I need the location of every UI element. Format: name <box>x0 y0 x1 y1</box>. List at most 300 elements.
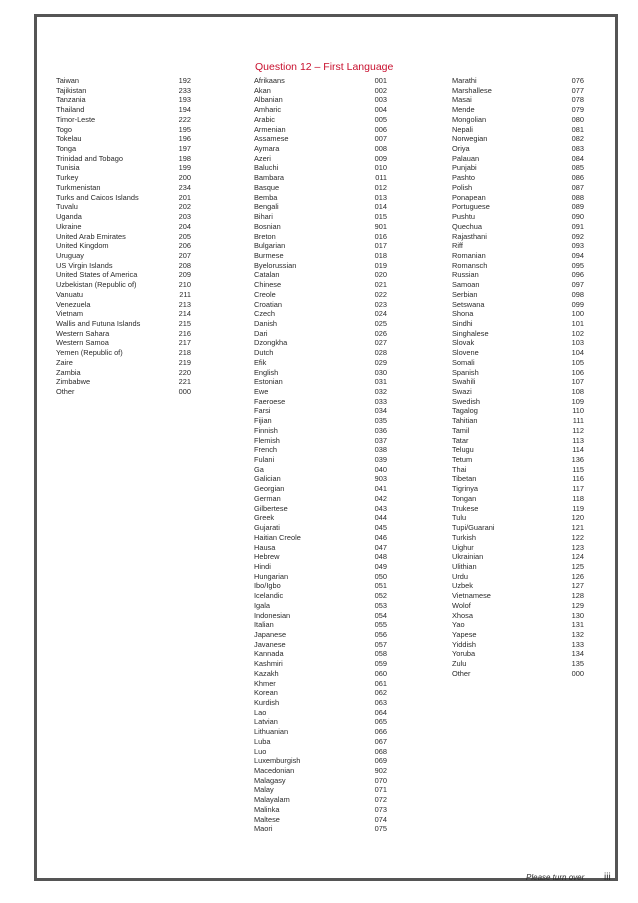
list-item <box>56 387 191 397</box>
entry-name: Khmer <box>254 678 276 688</box>
entry-name: Turkmenistan <box>56 182 101 192</box>
entry-code: 018 <box>374 250 387 260</box>
entry-name: Malinka <box>254 804 280 814</box>
list-item <box>254 513 387 523</box>
entry-code: 092 <box>571 231 584 241</box>
list-item <box>254 504 387 514</box>
entry-code: 221 <box>178 377 191 387</box>
entry-name: Latvian <box>254 717 278 727</box>
list-item <box>56 144 191 154</box>
list-item <box>452 494 584 504</box>
entry-name: Kurdish <box>254 698 280 707</box>
entry-name: Pushtu <box>452 212 476 222</box>
entry-name: Akan <box>254 85 271 95</box>
entry-name: Korean <box>254 688 278 698</box>
entry-name: Malay <box>254 785 274 795</box>
list-item <box>56 183 191 193</box>
entry-name: Telugu <box>452 445 474 455</box>
entry-name: Timor-Leste <box>56 114 96 124</box>
list-item <box>452 290 584 300</box>
entry-code: 046 <box>374 532 387 542</box>
entry-code: 207 <box>178 250 191 260</box>
entry-name: Russian <box>452 270 479 280</box>
entry-name: Urdu <box>452 571 469 581</box>
entry-code: 074 <box>374 814 387 824</box>
list-item <box>452 212 584 222</box>
list-item <box>452 543 584 553</box>
entry-name: Shona <box>452 309 474 319</box>
list-item <box>254 572 387 582</box>
entry-name: Hungarian <box>254 571 289 581</box>
list-item <box>56 163 191 173</box>
list-item <box>452 163 584 173</box>
entry-name: Burmese <box>254 250 284 260</box>
entry-code: 112 <box>572 425 584 435</box>
list-item <box>452 436 584 446</box>
entry-code: 079 <box>571 105 584 115</box>
entry-code: 126 <box>571 571 584 581</box>
entry-code: 132 <box>571 629 584 639</box>
entry-name: Marshallese <box>452 85 492 95</box>
entry-name: Masai <box>452 95 472 105</box>
entry-code: 047 <box>374 542 387 552</box>
entry-name: Ukraine <box>56 221 82 231</box>
entry-code: 219 <box>178 357 191 367</box>
entry-name: Yiddish <box>452 639 476 649</box>
list-item <box>254 76 387 86</box>
entry-name: Afrikaans <box>254 76 285 85</box>
turn-over-note: Please turn over <box>526 873 585 882</box>
entry-name: Uganda <box>56 212 82 222</box>
list-item <box>254 202 387 212</box>
list-item <box>452 504 584 514</box>
entry-code: 105 <box>571 357 584 367</box>
entry-code: 075 <box>374 824 387 834</box>
entry-name: Japanese <box>254 629 287 639</box>
list-item <box>56 309 191 319</box>
entry-code: 099 <box>571 299 584 309</box>
entry-name: Vanuatu <box>56 289 83 299</box>
entry-name: Oriya <box>452 144 470 154</box>
list-item <box>254 105 387 115</box>
entry-code: 210 <box>178 280 191 290</box>
list-item <box>56 241 191 251</box>
entry-name: United States of America <box>56 270 138 280</box>
entry-code: 222 <box>178 114 191 124</box>
entry-name: English <box>254 367 279 377</box>
entry-code: 123 <box>571 542 584 552</box>
entry-name: Dari <box>254 328 268 338</box>
entry-code: 119 <box>572 503 584 513</box>
entry-code: 197 <box>178 144 191 154</box>
entry-code: 044 <box>374 513 387 523</box>
entry-name: Lithuanian <box>254 727 289 737</box>
entry-name: Armenian <box>254 124 286 134</box>
list-item <box>56 115 191 125</box>
list-item <box>56 105 191 115</box>
entry-code: 015 <box>374 212 387 222</box>
entry-name: Thailand <box>56 105 85 115</box>
list-item <box>254 737 387 747</box>
list-item <box>254 717 387 727</box>
entry-code: 098 <box>571 289 584 299</box>
entry-name: Romansch <box>452 260 488 270</box>
entry-code: 085 <box>571 163 584 173</box>
entry-code: 110 <box>572 406 584 416</box>
entry-code: 091 <box>571 221 584 231</box>
entry-name: Tongan <box>452 493 477 503</box>
entry-code: 101 <box>571 318 584 328</box>
list-item <box>56 280 191 290</box>
entry-name: Catalan <box>254 270 280 280</box>
list-item <box>56 377 191 387</box>
entry-name: Zulu <box>452 659 467 669</box>
entry-name: Nepali <box>452 124 473 134</box>
list-item <box>452 309 584 319</box>
entry-code: 012 <box>374 182 387 192</box>
list-item <box>452 572 584 582</box>
list-item <box>56 319 191 329</box>
list-item <box>254 630 387 640</box>
list-item <box>452 445 584 455</box>
entry-name: Tunisia <box>56 163 80 173</box>
list-item <box>452 669 584 679</box>
list-item <box>452 76 584 86</box>
list-item <box>452 338 584 348</box>
list-item <box>452 533 584 543</box>
entry-code: 104 <box>571 348 584 358</box>
list-item <box>56 202 191 212</box>
entry-name: Romanian <box>452 250 486 260</box>
list-item <box>56 134 191 144</box>
entry-name: Yoruba <box>452 649 476 659</box>
list-item <box>452 426 584 436</box>
entry-code: 051 <box>374 581 387 591</box>
entry-code: 903 <box>374 474 387 484</box>
entry-code: 062 <box>374 688 387 698</box>
entry-name: Bambara <box>254 173 284 183</box>
list-item <box>254 824 387 834</box>
entry-name: Zambia <box>56 367 81 377</box>
entry-name: Ewe <box>254 387 269 396</box>
page-number: iii <box>604 872 611 883</box>
entry-name: Portuguese <box>452 202 490 212</box>
entry-code: 111 <box>572 416 584 426</box>
entry-code: 081 <box>571 124 584 134</box>
list-item <box>254 329 387 339</box>
list-item <box>56 154 191 164</box>
entry-name: Gujarati <box>254 523 280 533</box>
entry-name: Norwegian <box>452 134 488 144</box>
list-item <box>452 348 584 358</box>
entry-code: 097 <box>571 280 584 290</box>
entry-code: 036 <box>374 425 387 435</box>
entry-code: 233 <box>178 85 191 95</box>
entry-name: Fulani <box>254 455 275 465</box>
list-item <box>254 95 387 105</box>
list-item <box>254 358 387 368</box>
list-item <box>254 251 387 261</box>
list-item <box>254 756 387 766</box>
entry-code: 130 <box>571 610 584 620</box>
entry-name: Thai <box>452 464 467 474</box>
entry-name: Polish <box>452 182 473 192</box>
entry-code: 117 <box>572 484 584 494</box>
entry-code: 121 <box>571 523 584 533</box>
entry-code: 118 <box>572 493 584 503</box>
entry-name: Tajikistan <box>56 85 87 95</box>
list-item <box>452 552 584 562</box>
entry-name: Rajasthani <box>452 231 487 241</box>
entry-code: 071 <box>374 785 387 795</box>
entry-code: 033 <box>374 396 387 406</box>
list-item <box>452 406 584 416</box>
entry-code: 070 <box>374 775 387 785</box>
list-item <box>452 329 584 339</box>
entry-name: Ukrainian <box>452 552 484 562</box>
entry-code: 016 <box>374 231 387 241</box>
list-item <box>56 290 191 300</box>
entry-code: 052 <box>374 591 387 601</box>
entry-code: 061 <box>374 678 387 688</box>
list-item <box>56 300 191 310</box>
entry-name: Danish <box>254 318 278 328</box>
entry-name: Creole <box>254 289 276 299</box>
entry-name: Assamese <box>254 134 289 144</box>
entry-code: 066 <box>374 727 387 737</box>
entry-code: 208 <box>178 260 191 270</box>
list-item <box>56 95 191 105</box>
entry-code: 203 <box>178 212 191 222</box>
entry-code: 039 <box>374 455 387 465</box>
entry-name: Taiwan <box>56 76 80 85</box>
entry-code: 113 <box>572 435 584 445</box>
entry-name: Breton <box>254 231 276 241</box>
list-item <box>254 232 387 242</box>
list-item <box>452 300 584 310</box>
entry-code: 064 <box>374 707 387 717</box>
entry-code: 136 <box>571 455 584 465</box>
entry-code: 094 <box>571 250 584 260</box>
entry-code: 100 <box>571 309 584 319</box>
list-item <box>254 261 387 271</box>
language-code-column-2 <box>452 76 584 679</box>
entry-code: 050 <box>374 571 387 581</box>
entry-name: Maltese <box>254 814 280 824</box>
entry-name: Bosnian <box>254 221 281 231</box>
list-item <box>254 533 387 543</box>
entry-code: 095 <box>571 260 584 270</box>
list-item <box>254 611 387 621</box>
entry-name: Albanian <box>254 95 283 105</box>
list-item <box>254 465 387 475</box>
list-item <box>56 329 191 339</box>
list-item <box>452 251 584 261</box>
list-item <box>452 591 584 601</box>
entry-name: Tahitian <box>452 416 478 426</box>
entry-name: Yao <box>452 620 465 630</box>
list-item <box>254 270 387 280</box>
list-item <box>56 338 191 348</box>
entry-name: Venezuela <box>56 299 91 309</box>
list-item <box>452 86 584 96</box>
entry-code: 216 <box>178 328 191 338</box>
entry-code: 037 <box>374 435 387 445</box>
list-item <box>452 280 584 290</box>
entry-code: 122 <box>571 532 584 542</box>
entry-name: Setswana <box>452 299 485 309</box>
entry-code: 192 <box>178 76 191 85</box>
entry-name: Byelorussian <box>254 260 297 270</box>
entry-name: Arabic <box>254 114 275 124</box>
list-item <box>254 785 387 795</box>
entry-code: 106 <box>571 367 584 377</box>
list-item <box>452 659 584 669</box>
list-item <box>452 465 584 475</box>
list-item <box>254 776 387 786</box>
entry-name: Quechua <box>452 221 482 231</box>
entry-name: United Kingdom <box>56 241 109 251</box>
entry-code: 214 <box>178 309 191 319</box>
entry-name: Luxemburgish <box>254 756 301 766</box>
entry-code: 004 <box>374 105 387 115</box>
entry-name: Vietnamese <box>452 591 491 601</box>
entry-code: 072 <box>374 795 387 805</box>
entry-name: Greek <box>254 513 275 523</box>
list-item <box>254 397 387 407</box>
entry-name: Kannada <box>254 649 284 659</box>
entry-code: 021 <box>374 280 387 290</box>
list-item <box>254 649 387 659</box>
list-item <box>254 591 387 601</box>
list-item <box>452 232 584 242</box>
list-item <box>254 552 387 562</box>
entry-name: Fijian <box>254 416 272 426</box>
list-item <box>254 290 387 300</box>
entry-code: 087 <box>571 182 584 192</box>
entry-code: 056 <box>374 629 387 639</box>
entry-name: Yapese <box>452 629 477 639</box>
entry-code: 083 <box>571 144 584 154</box>
list-item <box>254 183 387 193</box>
entry-name: Flemish <box>254 435 280 445</box>
entry-code: 108 <box>571 387 584 396</box>
entry-code: 129 <box>571 600 584 610</box>
list-item <box>56 270 191 280</box>
entry-code: 068 <box>374 746 387 756</box>
list-item <box>452 630 584 640</box>
list-item <box>254 416 387 426</box>
entry-code: 020 <box>374 270 387 280</box>
list-item <box>452 222 584 232</box>
entry-name: Malayalam <box>254 795 290 805</box>
list-item <box>452 601 584 611</box>
entry-code: 127 <box>571 581 584 591</box>
entry-code: 213 <box>178 299 191 309</box>
list-item <box>254 474 387 484</box>
entry-code: 029 <box>374 357 387 367</box>
list-item <box>452 95 584 105</box>
entry-code: 128 <box>571 591 584 601</box>
list-item <box>452 377 584 387</box>
entry-code: 205 <box>178 231 191 241</box>
entry-name: Galician <box>254 474 281 484</box>
entry-code: 234 <box>178 182 191 192</box>
entry-code: 114 <box>572 445 584 455</box>
entry-code: 202 <box>178 202 191 212</box>
entry-name: Dutch <box>254 348 274 358</box>
list-item <box>254 222 387 232</box>
entry-name: Amharic <box>254 105 282 115</box>
list-item <box>452 125 584 135</box>
list-item <box>254 640 387 650</box>
entry-name: Gilbertese <box>254 503 288 513</box>
entry-code: 003 <box>374 95 387 105</box>
list-item <box>452 261 584 271</box>
entry-name: Pashto <box>452 173 476 183</box>
entry-code: 057 <box>374 639 387 649</box>
entry-name: Palauan <box>452 153 480 163</box>
entry-code: 093 <box>571 241 584 251</box>
entry-name: Malagasy <box>254 775 286 785</box>
list-item <box>254 134 387 144</box>
list-item <box>452 144 584 154</box>
list-item <box>452 241 584 251</box>
entry-code: 010 <box>374 163 387 173</box>
entry-code: 082 <box>571 134 584 144</box>
list-item <box>452 484 584 494</box>
page-title: Question 12 – First Language <box>255 61 394 73</box>
entry-code: 058 <box>374 649 387 659</box>
list-item <box>254 445 387 455</box>
entry-code: 049 <box>374 561 387 571</box>
entry-name: Croatian <box>254 299 282 309</box>
list-item <box>452 173 584 183</box>
entry-name: Somali <box>452 357 475 367</box>
entry-name: Yemen (Republic of) <box>56 348 123 358</box>
entry-name: Slovak <box>452 338 475 348</box>
list-item <box>254 426 387 436</box>
entry-name: Turks and Caicos Islands <box>56 192 139 202</box>
entry-code: 198 <box>178 153 191 163</box>
entry-name: Other <box>452 668 471 678</box>
entry-code: 022 <box>374 289 387 299</box>
entry-name: Tonga <box>56 144 77 154</box>
entry-code: 059 <box>374 659 387 669</box>
entry-code: 116 <box>572 474 584 484</box>
entry-code: 069 <box>374 756 387 766</box>
list-item <box>452 620 584 630</box>
entry-code: 053 <box>374 600 387 610</box>
entry-name: Tetum <box>452 455 473 465</box>
list-item <box>254 300 387 310</box>
entry-name: Tatar <box>452 435 469 445</box>
entry-name: Tibetan <box>452 474 477 484</box>
entry-name: Togo <box>56 124 73 134</box>
list-item <box>254 115 387 125</box>
entry-name: Javanese <box>254 639 286 649</box>
entry-name: French <box>254 445 278 455</box>
entry-name: Ponapean <box>452 192 486 202</box>
entry-name: Aymara <box>254 144 280 154</box>
entry-name: Vietnam <box>56 309 83 319</box>
entry-name: Sindhi <box>452 318 473 328</box>
list-item <box>56 76 191 86</box>
entry-code: 000 <box>178 387 191 396</box>
list-item <box>56 348 191 358</box>
entry-name: Italian <box>254 620 274 630</box>
entry-name: Wolof <box>452 600 471 610</box>
